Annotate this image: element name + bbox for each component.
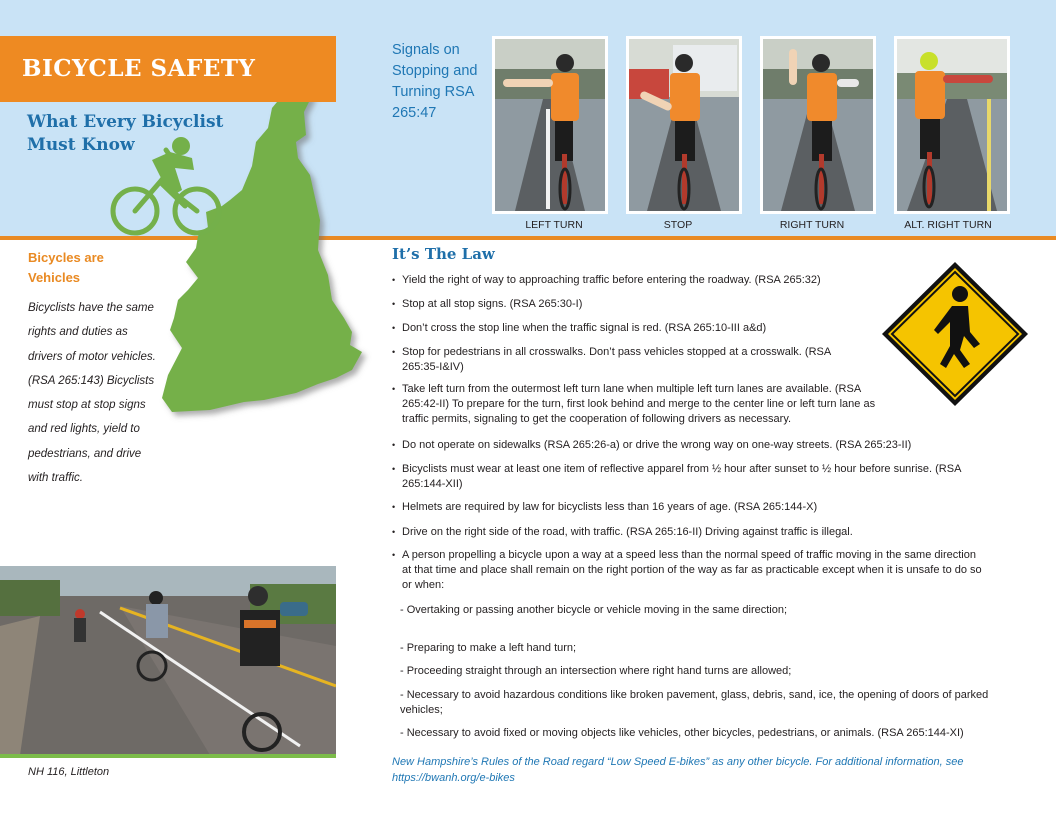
right-turn-photo — [760, 36, 876, 214]
law-rule: • Don’t cross the stop line when the traffic signal is red. (RSA 265:10-III a&d) — [392, 322, 767, 334]
photo-green-rule — [0, 754, 336, 758]
law-subrule: - Preparing to make a left hand turn; — [400, 642, 577, 654]
kids-cycling-photo — [0, 566, 336, 755]
signal-caption-left-turn: LEFT TURN — [525, 219, 583, 231]
law-rule: • Helmets are required by law for bicyclists less than 16 years of age. (RSA 265:144-X) — [392, 501, 818, 513]
law-rule: • Do not operate on sidewalks (RSA 265:26-a) or drive the wrong way on one-way streets. (RSA 265:23-II) — [392, 439, 912, 451]
pedestrian-crossing-sign — [880, 260, 1030, 408]
law-rule: • A person propelling a bicycle upon a way at a speed less than the normal speed of traffic moving in the same direction at that time and place shall remain on the right portion of the way as far as practicable except when it is unsafe to do so or when: — [392, 549, 982, 591]
law-subrule: - Necessary to avoid hazardous conditions like broken pavement, glass, debris, sand, ice, the opening of doors of parked vehicles; — [400, 689, 989, 716]
law-subrule: - Necessary to avoid fixed or moving objects like vehicles, other bicycles, pedestrians, or animals. (RSA 265:144-XI) — [400, 727, 964, 739]
vehicles-heading: Bicycles are Vehicles — [28, 250, 104, 285]
signal-caption-right-turn: RIGHT TURN — [779, 219, 845, 231]
law-heading: It’s The Law — [392, 245, 495, 263]
page-subtitle: What Every Bicyclist Must Know — [27, 112, 224, 155]
law-subrule: - Overtaking or passing another bicycle or vehicle moving in the same direction; — [400, 604, 788, 616]
alt-right-turn-photo — [894, 36, 1010, 214]
law-rule: • Stop at all stop signs. (RSA 265:30-I) — [392, 298, 583, 310]
left-turn-photo — [492, 36, 608, 214]
signal-caption-alt-right-turn: ALT. RIGHT TURN — [904, 219, 992, 231]
signal-caption-stop: STOP — [663, 219, 693, 231]
law-rule: • Yield the right of way to approaching traffic before entering the roadway. (RSA 265:32) — [392, 274, 821, 286]
page-title: BICYCLE SAFETY — [22, 55, 256, 82]
law-subrule: - Proceeding straight through an intersection where right hand turns are allowed; — [400, 665, 792, 677]
law-rule: • Take left turn from the outermost left turn lane when multiple left turn lanes are available. (RSA 265:42-II) To prepare for the turn, first look behind and merge to the center line or left turn lane as traffic permits, signaling to get the cooperation of following drivers as necessary. — [392, 383, 876, 425]
signals-heading: Signals on Stopping and Turning RSA 265:47 — [392, 42, 478, 121]
law-rule: • Bicyclists must wear at least one item of reflective apparel from ½ hour after sunset to ½ hour before sunrise. (RSA 265:144-XII) — [392, 463, 961, 490]
stop-photo — [626, 36, 742, 214]
law-rule: • Stop for pedestrians in all crosswalks. Don’t pass vehicles stopped at a crosswalk. (RSA 265:35-I&IV) — [392, 346, 831, 373]
photo-caption: NH 116, Littleton — [28, 766, 110, 778]
law-rule: • Drive on the right side of the road, with traffic. (RSA 265:16-II) Driving against traffic is illegal. — [392, 526, 853, 538]
ebike-note: New Hampshire’s Rules of the Road regard “Low Speed E-bikes” as any other bicycle. For additional information, see https://bwanh.org/e-bikes — [392, 756, 964, 784]
vehicles-body: Bicyclists have the same rights and duties as drivers of motor vehicles. (RSA 265:143) Bicyclists must stop at stop signs and red lights, yield to pedestrians, and drive with traffic. — [28, 302, 156, 485]
